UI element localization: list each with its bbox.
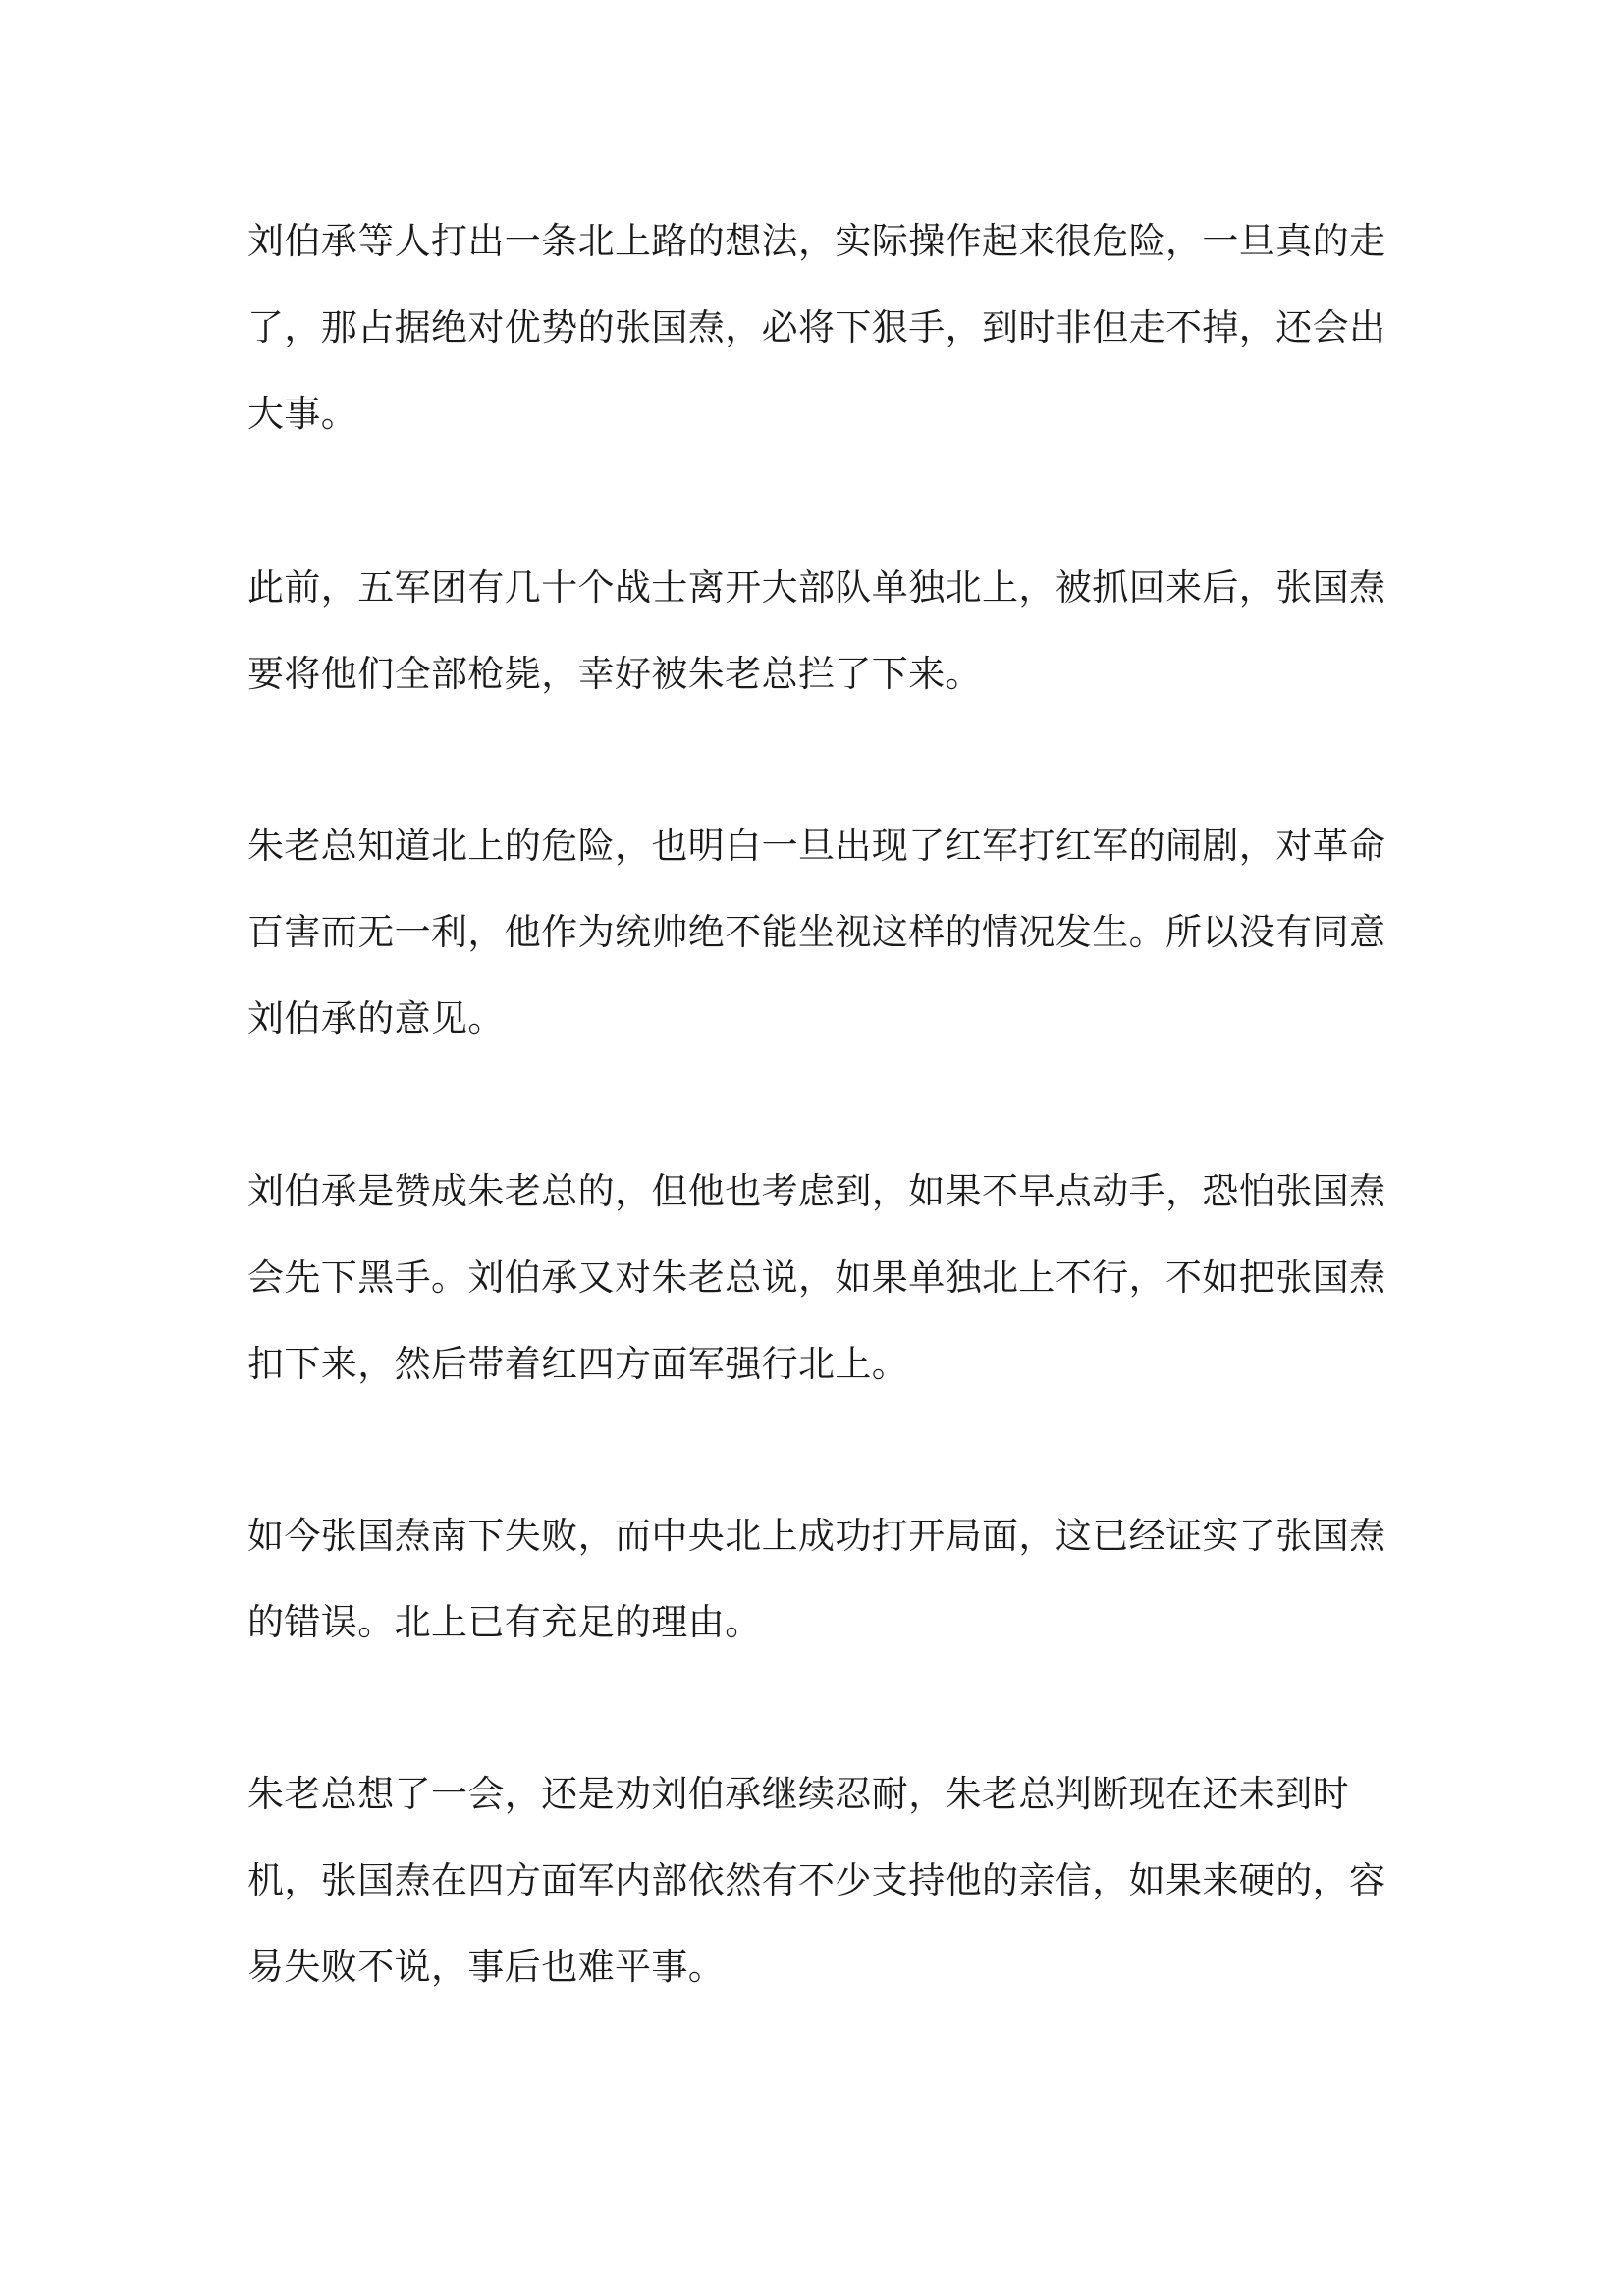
paragraph-5 [247,1493,1386,1666]
paragraph-line: 了，那占据绝对优势的张国焘，必将下狠手，到时非但走不掉，还会出 [247,306,1386,348]
paragraph-line: 大事。 [247,393,358,435]
paragraph-line: 刘伯承的意见。 [247,997,505,1040]
paragraph-1 [247,198,1386,457]
paragraph-6 [247,1751,1386,2010]
paragraph-line: 此前，五军团有几十个战士离开大部队单独北上，被抓回来后，张国焘 [247,566,1386,609]
paragraph-line: 刘伯承等人打出一条北上路的想法，实际操作起来很危险，一旦真的走 [247,220,1386,262]
paragraph-line: 刘伯承是赞成朱老总的，但他也考虑到，如果不早点动手，恐怕张国焘 [247,1170,1386,1212]
paragraph-line: 会先下黑手。刘伯承又对朱老总说，如果单独北上不行，不如把张国焘 [247,1256,1386,1299]
paragraph-line: 如今张国焘南下失败，而中央北上成功打开局面，这已经证实了张国焘 [247,1515,1386,1557]
paragraph-4 [247,1148,1386,1408]
paragraph-line: 朱老总想了一会，还是劝刘伯承继续忍耐，朱老总判断现在还未到时 [247,1773,1349,1815]
paragraph-line: 要将他们全部枪毙，幸好被朱老总拦了下来。 [247,653,982,695]
paragraph-line: 的错误。北上已有充足的理由。 [247,1601,762,1643]
paragraph-line: 扣下来，然后带着红四方面军强行北上。 [247,1343,909,1385]
paragraph-line: 机，张国焘在四方面军内部依然有不少支持他的亲信，如果来硬的，容 [247,1859,1386,1901]
paragraph-2 [247,545,1386,718]
paragraph-3 [247,803,1386,1062]
paragraph-line: 百害而无一利，他作为统帅绝不能坐视这样的情况发生。所以没有同意 [247,911,1386,953]
paragraph-line: 易失败不说，事后也难平事。 [247,1946,726,1988]
paragraph-line: 朱老总知道北上的危险，也明白一旦出现了红军打红军的闹剧，对革命 [247,825,1386,867]
